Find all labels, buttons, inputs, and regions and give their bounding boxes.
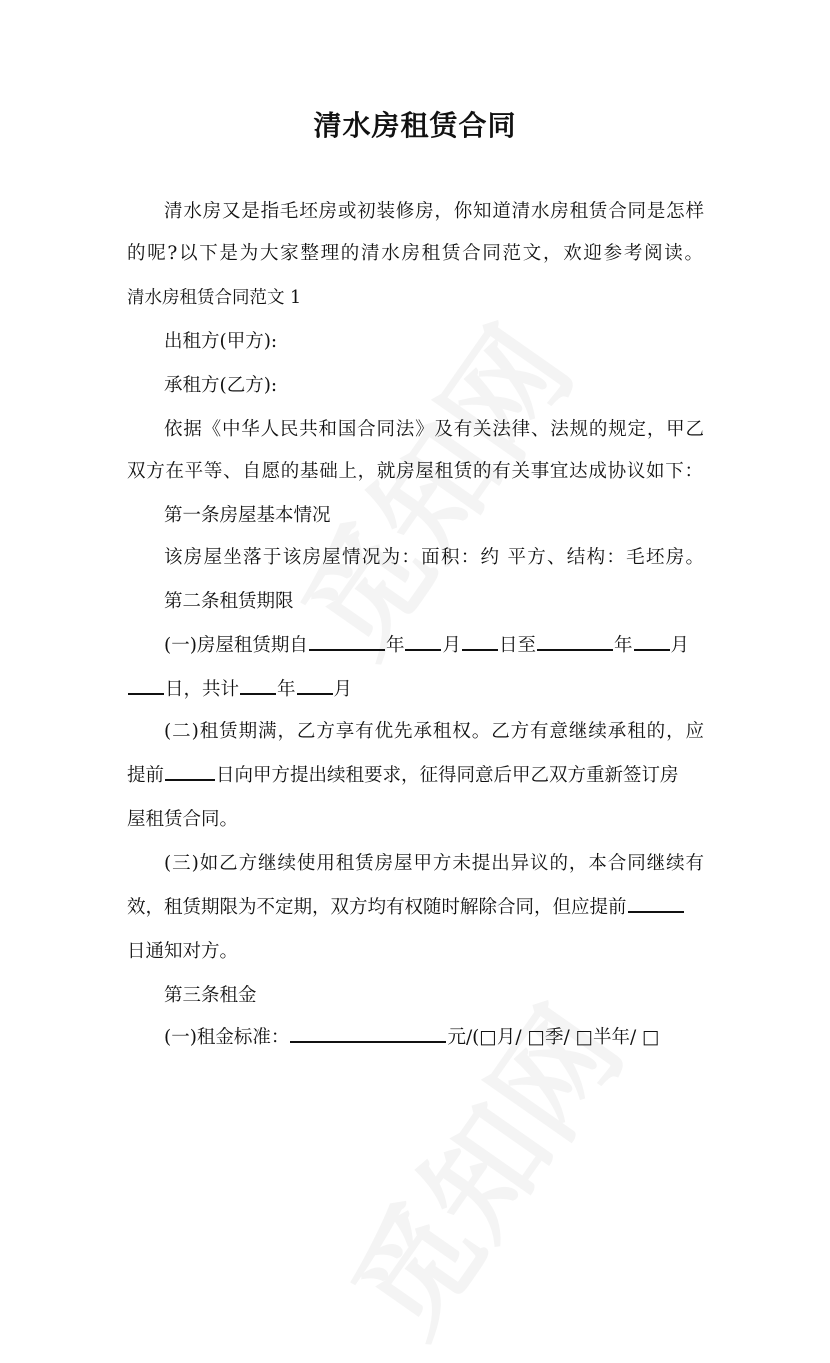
- rent-line: [164, 1024, 660, 1052]
- lessor-label: 出租方(甲方):: [164, 331, 278, 352]
- blank-field[interactable]: [634, 635, 670, 651]
- blank-field[interactable]: [165, 765, 215, 781]
- clause-line: 日通知对方。: [127, 941, 239, 962]
- section-heading: 清水房租赁合同范文 1: [127, 288, 302, 308]
- article-heading: 第一条房屋基本情况: [164, 505, 331, 526]
- blank-field[interactable]: [297, 679, 333, 695]
- clause-text: 月: [333, 679, 353, 700]
- article-heading: 第三条租金: [164, 985, 257, 1006]
- clause-text: 月: [670, 635, 690, 656]
- document-title: 清水房租赁合同: [313, 109, 517, 142]
- clause-text: 年: [613, 635, 633, 656]
- clause-line: (三)如乙方继续使用租赁房屋甲方未提出异议的，本合同继续有: [164, 853, 704, 874]
- clause-line: [127, 762, 679, 790]
- clause-text: 月: [442, 635, 461, 656]
- lessee-label: 承租方(乙方):: [164, 375, 278, 396]
- blank-field[interactable]: [405, 635, 441, 651]
- blank-field[interactable]: [240, 679, 276, 695]
- article-text: 该房屋坐落于该房屋情况为：面积：约 平方、结构：毛坯房。: [164, 547, 704, 568]
- blank-field[interactable]: [628, 897, 684, 913]
- lease-term-line: [127, 676, 352, 704]
- blank-field[interactable]: [128, 679, 164, 695]
- intro-line: 清水房又是指毛坯房或初装修房，你知道清水房租赁合同是怎样: [164, 201, 704, 222]
- clause-text: 日至: [498, 635, 536, 656]
- lease-term-line: [164, 632, 689, 660]
- clause-line: [127, 894, 685, 922]
- blank-field[interactable]: [537, 635, 613, 651]
- clause-text: 日，共计: [165, 679, 240, 700]
- clause-text: 提前: [127, 765, 165, 786]
- clause-text: 效，租赁期限为不定期，双方均有权随时解除合同，但应提前: [127, 897, 627, 918]
- basis-line: 依据《中华人民共和国合同法》及有关法律、法规的规定，甲乙: [164, 419, 704, 440]
- clause-text: 年: [385, 635, 405, 656]
- clause-text: (一)房屋租赁期自: [164, 635, 308, 656]
- blank-field[interactable]: [462, 635, 498, 651]
- blank-field[interactable]: [290, 1027, 446, 1043]
- clause-text: (一)租金标准：: [164, 1027, 290, 1048]
- clause-text: 年: [277, 679, 296, 700]
- clause-text: 日向甲方提出续租要求，征得同意后甲乙双方重新签订房: [216, 765, 679, 786]
- intro-line: 的呢?以下是为大家整理的清水房租赁合同范文，欢迎参考阅读。: [127, 243, 703, 264]
- clause-line: (二)租赁期满，乙方享有优先承租权。乙方有意继续承租的，应: [164, 721, 704, 742]
- blank-field[interactable]: [309, 635, 385, 651]
- clause-text: 元/(□月/ □季/ □半年/ □: [447, 1027, 660, 1048]
- basis-line: 双方在平等、自愿的基础上，就房屋租赁的有关事宜达成协议如下：: [127, 461, 703, 482]
- clause-line: 屋租赁合同。: [127, 809, 239, 830]
- watermark-text: [256, 289, 603, 683]
- article-heading: 第二条租赁期限: [164, 591, 294, 612]
